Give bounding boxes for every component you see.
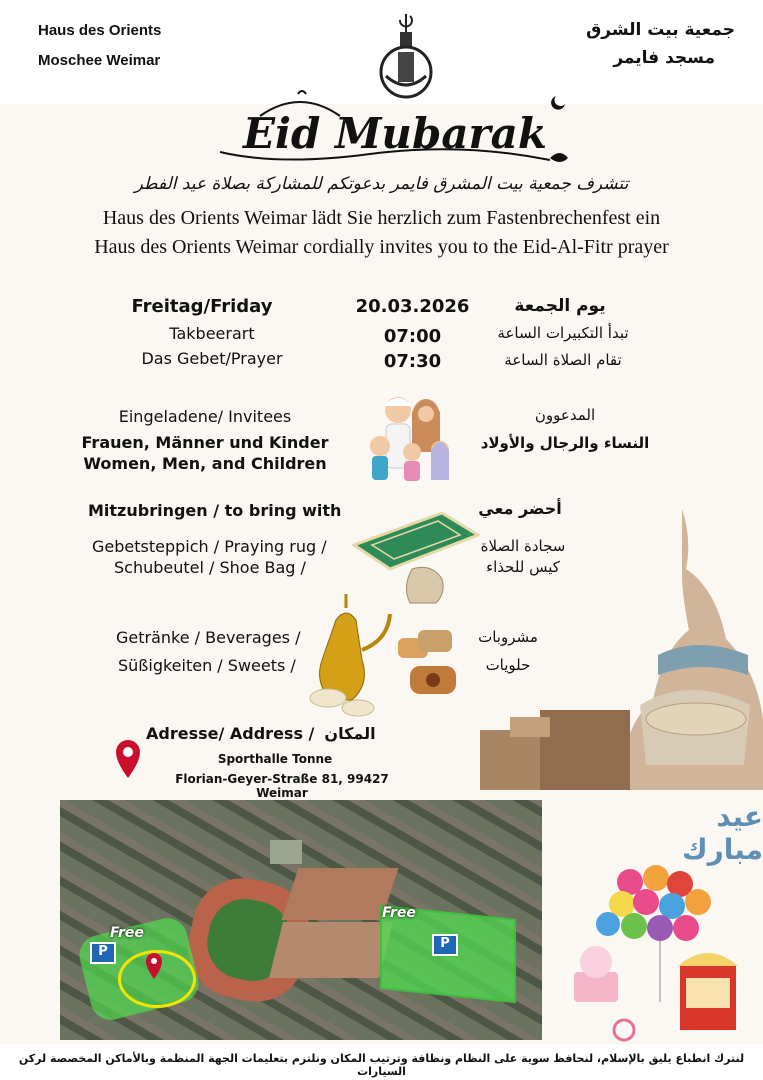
location-map[interactable] <box>60 800 542 1040</box>
eid-calligraphy-ar: عيد مبارك <box>681 800 763 866</box>
family-illustration <box>360 386 460 486</box>
address-heading-ar: المكان <box>324 724 376 743</box>
prayer-label: Das Gebet/Prayer <box>141 349 283 368</box>
day-label-ar: يوم الجمعة <box>514 296 606 316</box>
free-parking-label-east: Free <box>382 905 416 921</box>
coffee-and-sweets-illustration <box>306 590 470 722</box>
day-label: Freitag/Friday <box>131 296 273 317</box>
takbeer-label: Takbeerart <box>169 324 255 343</box>
event-date: 20.03.2026 <box>355 296 470 317</box>
org-name-ar: جمعية بيت الشرق <box>586 20 735 40</box>
location-pin-icon[interactable] <box>114 738 142 780</box>
invitees-label: Eingeladene/ Invitees <box>118 407 292 426</box>
bring-heading: Mitzubringen / to bring with <box>88 501 342 520</box>
bring-item-shoebag: Schubeutel / Shoe Bag / <box>114 558 306 577</box>
bring-item-rug: Gebetsteppich / Praying rug / <box>92 537 327 556</box>
parking-icon-west: P <box>90 942 116 964</box>
lantern-and-sweets-decor <box>460 505 763 790</box>
bring-item-shoebag-ar: كيس للحذاء <box>486 558 560 576</box>
eid-mubarak-title-graphic <box>210 86 580 178</box>
map-field <box>269 922 393 978</box>
invite-text-en: Haus des Orients Weimar cordially invites you to the Eid-Al-Fitr prayer <box>94 236 669 258</box>
bring-item-beverages-ar: مشروبات <box>478 628 538 646</box>
free-parking-label-west: Free <box>110 925 144 941</box>
venue-name: Sporthalle Tonne <box>217 752 333 766</box>
invitees-de: Frauen, Männer und Kinder <box>81 433 329 452</box>
map-venue-pin-icon[interactable] <box>144 952 164 980</box>
invite-text-ar: تتشرف جمعية بيت المشرق فايمر بدعوتكم للمشاركة بصلاة عيد الفطر <box>134 174 629 194</box>
address-heading: Adresse/ Address / <box>146 724 315 743</box>
org-name-de: Haus des Orients <box>38 22 162 39</box>
takbeer-time: 07:00 <box>383 326 442 347</box>
venue-street: Florian-Geyer-Straße 81, 99427 Weimar <box>175 772 389 800</box>
invitees-en: Women, Men, and Children <box>83 454 327 473</box>
bring-item-beverages: Getränke / Beverages / <box>116 628 301 647</box>
invitees-label-ar: المدعوون <box>534 406 596 424</box>
invitees-ar: النساء والرجال والأولاد <box>480 434 650 452</box>
takbeer-label-ar: تبدأ التكبيرات الساعة <box>497 324 629 342</box>
bring-item-sweets-ar: حلويات <box>485 656 531 674</box>
invite-text-de: Haus des Orients Weimar lädt Sie herzlich zum Fastenbrechenfest ein <box>102 207 661 229</box>
bring-item-sweets: Süßigkeiten / Sweets / <box>118 656 296 675</box>
parking-icon-east: P <box>432 934 458 956</box>
mosque-name-de: Moschee Weimar <box>38 52 161 69</box>
map-building <box>270 840 302 864</box>
footer-notice-ar: لنترك انطباع يليق بالإسلام، لنحافظ سوية على النظام ونظافة وترتيب المكان ونلتزم بتعليمات الجهة المنظمة وبالأماكن المخصصة لركن السيارات <box>18 1052 745 1078</box>
bring-heading-ar: أحضر معي <box>478 499 562 518</box>
mosque-name-ar: مسجد فايمر <box>613 48 715 68</box>
prayer-time: 07:30 <box>383 351 442 372</box>
eid-mubarak-title: Eid Mubarak <box>242 109 548 158</box>
bring-item-rug-ar: سجادة الصلاة <box>480 537 566 555</box>
prayer-label-ar: تقام الصلاة الساعة <box>504 351 622 369</box>
balloons-and-popcorn-decor <box>560 862 760 1042</box>
